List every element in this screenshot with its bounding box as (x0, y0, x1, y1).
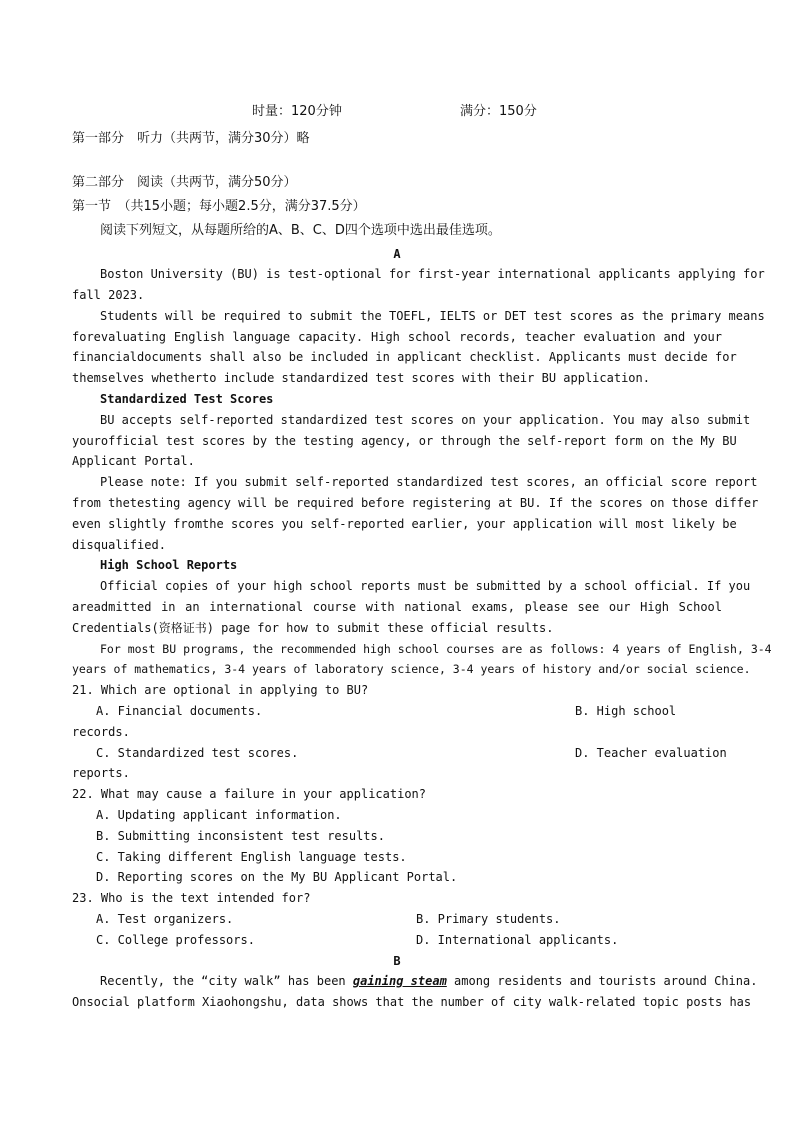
passage-a-label: A (393, 247, 401, 261)
option-21-d: D. Teacher evaluation (575, 746, 727, 760)
option-23-d: D. International applicants. (416, 933, 619, 947)
passage-b-text: Onsocial platform Xiaohongshu, data shows that the number of city walk-related topic posts has (72, 995, 752, 1009)
passage-a-text: BU accepts self-reported standardized test scores on your application. You may also submit (100, 413, 751, 427)
option-21-c: C. Standardized test scores. (96, 746, 299, 760)
passage-a-text: areadmitted in an international course with national exams, please see our High School (72, 600, 722, 614)
passage-a-text: Students will be required to submit the TOEFL, IELTS or DET test scores as the primary means (100, 309, 765, 323)
time-limit: 时量：120分钟 (252, 104, 342, 119)
part-two-heading: 第二部分 阅读（共两节，满分50分） (72, 175, 297, 190)
subheading-test-scores: Standardized Test Scores (100, 392, 274, 406)
passage-a-text: fall 2023. (72, 288, 145, 302)
question-22: 22. What may cause a failure in your application? (72, 787, 427, 801)
option-23-b: B. Primary students. (416, 912, 561, 926)
passage-a-text: even slightly fromthe scores you self-reported earlier, your application will most likely be (72, 517, 737, 531)
passage-b-text (100, 971, 758, 991)
passage-a-text: For most BU programs, the recommended high school courses are as follows: 4 years of English, 3-4 (100, 642, 772, 656)
passage-a-text: disqualified. (72, 538, 166, 552)
option-21-b: B. High school (575, 704, 677, 718)
option-22-a: A. Updating applicant information. (96, 808, 342, 822)
option-23-c: C. College professors. (96, 933, 255, 947)
option-22-b: B. Submitting inconsistent test results. (96, 829, 385, 843)
part-one-heading: 第一部分 听力（共两节，满分30分）略 (72, 131, 310, 146)
option-21-b-cont: records. (72, 725, 130, 739)
passage-a-text: themselves whetherto include standardized test scores with their BU application. (72, 371, 650, 385)
passage-a-text: Boston University (BU) is test-optional for first-year international applicants applying for (100, 267, 765, 281)
option-22-d: D. Reporting scores on the My BU Applicant Portal. (96, 870, 458, 884)
passage-a-text: Please note: If you submit self-reported standardized test scores, an official score report (100, 475, 758, 489)
section-one-heading: 第一节 （共15小题；每小题2.5分，满分37.5分） (72, 199, 366, 214)
full-score: 满分：150分 (460, 104, 537, 119)
option-21-a: A. Financial documents. (96, 704, 263, 718)
question-21: 21. Which are optional in applying to BU? (72, 683, 369, 697)
instruction-text: 阅读下列短文，从每题所给的A、B、C、D四个选项中选出最佳选项。 (100, 223, 501, 238)
option-21-d-cont: reports. (72, 766, 130, 780)
option-23-a: A. Test organizers. (96, 912, 234, 926)
passage-a-text: Official copies of your high school reports must be submitted by a school official. If you (100, 579, 751, 593)
highlighted-phrase: gaining steam (352, 974, 447, 988)
passage-a-text: financialdocuments shall also be included in applicant checklist. Applicants must decide for (72, 350, 737, 364)
passage-b-text-post: among residents and tourists around China. (446, 974, 758, 988)
passage-a-text: Credentials(资格证书) page for how to submit these official results. (72, 621, 554, 635)
question-23: 23. Who is the text intended for? (72, 891, 311, 905)
subheading-high-school: High School Reports (100, 558, 238, 572)
passage-a-text: years of mathematics, 3-4 years of laboratory science, 3-4 years of history and/or social science. (72, 662, 751, 676)
passage-a-text: Applicant Portal. (72, 454, 195, 468)
passage-b-label: B (393, 954, 401, 968)
option-22-c: C. Taking different English language tests. (96, 850, 407, 864)
passage-a-text: from thetesting agency will be required before registering at BU. If the scores on those differ (72, 496, 759, 510)
passage-b-text-pre: Recently, the “city walk” has been (100, 974, 353, 988)
passage-a-text: yourofficial test scores by the testing agency, or through the self-report form on the My BU (72, 434, 737, 448)
passage-a-text: forevaluating English language capacity. High school records, teacher evaluation and your (72, 330, 722, 344)
